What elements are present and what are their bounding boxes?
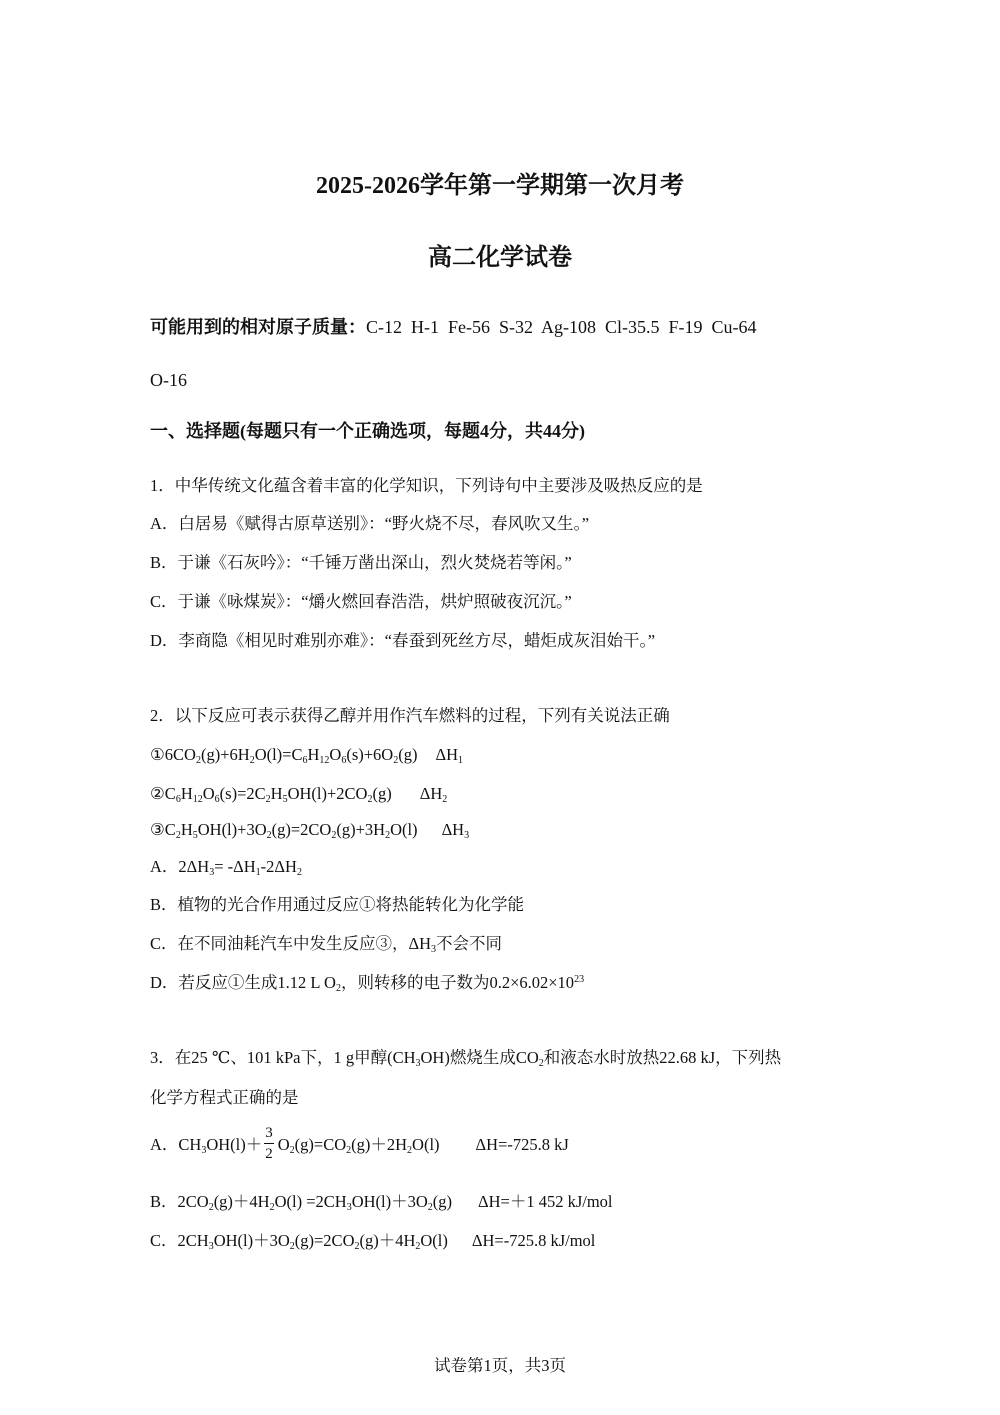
question-2-stem: 2．以下反应可表示获得乙醇并用作汽车燃料的过程，下列有关说法正确 (150, 706, 670, 725)
question-3-option-c: C．$2CH_3OH(l)+3O_2(g)=2CO_2(g)+4H_2O(l)$ ΔH=-725.8 kJ/mol (150, 1231, 596, 1252)
exam-subtitle: 高二化学试卷 (428, 245, 572, 271)
question-3-stem-2: 化学方程式正确的是 (150, 1088, 299, 1107)
question-2-option-b: B．植物的光合作用通过反应①将热能转化为化学能 (150, 895, 525, 914)
reaction-number: ② (150, 784, 165, 803)
page-footer: 试卷第1页，共3页 (434, 1356, 566, 1375)
question-2-reaction-2: $②C_6H_{12}O_6(s)=2C_2H_5OH(l)+2CO_2(g)$ $\Delta H_2$ (150, 784, 448, 805)
exam-title: 2025-2026学年第一学期第一次月考 (316, 173, 684, 199)
question-2-option-d: D．若反应①生成1.12 L $O_2$，则转移的电子数为$0.2\times 6.02\times 10^{23}$ (150, 973, 585, 994)
reaction-number: ① (150, 745, 165, 764)
reaction-number: ③ (150, 820, 165, 839)
question-1-option-a: A．白居易《赋得古原草送别》：“野火烧不尽，春风吹又生。” (150, 514, 590, 533)
atomic-mass-label: 可能用到的相对原子质量： (150, 317, 366, 337)
question-3-stem: 3．在25 ℃、101 kPa下，1 g甲醇$(CH_3OH)$燃烧生成$CO_2$和液态水时放热22.68 kJ，下列热 (150, 1048, 782, 1069)
atomic-mass-line-2: O-16 (150, 370, 187, 390)
question-2-option-c: C．在不同油耗汽车中发生反应③，$\Delta H_3$不会不同 (150, 934, 503, 955)
question-2-reaction-1: $①6CO_2(g)+6H_2O(l)=C_6H_{12}O_6(s)+6O_2(g)$ $\Delta H_1$ (150, 745, 464, 766)
fraction: $\frac{3}{2}$ (265, 1125, 273, 1162)
question-2-option-a: A．$2\Delta H_3= -\Delta H_1-2\Delta H_2$ (150, 857, 302, 878)
question-3-option-a: A．$CH_3OH(l)+$ $\frac{3}{2}$ $O_2(g)=CO_2(g)+2H_2O(l)$ ΔH=-725.8 kJ (150, 1125, 569, 1162)
question-1-option-c: C．于谦《咏煤炭》：“爝火燃回春浩浩，烘炉照破夜沉沉。” (150, 592, 572, 611)
section-heading: 一、选择题(每题只有一个正确选项，每题4分，共44分) (150, 421, 585, 441)
question-1-stem: 1．中华传统文化蕴含着丰富的化学知识，下列诗句中主要涉及吸热反应的是 (150, 476, 703, 495)
question-2-reaction-3: $③C_2H_5OH(l)+3O_2(g)=2CO_2(g)+3H_2O(l)$ $\Delta H_3$ (150, 820, 470, 841)
question-1-option-d: D．李商隐《相见时难别亦难》：“春蚕到死丝方尽，蜡炬成灰泪始干。” (150, 631, 656, 650)
atomic-mass-values: C-12 H-1 Fe-56 S-32 Ag-108 Cl-35.5 F-19 Cu-64 (366, 317, 757, 337)
question-1-option-b: B．于谦《石灰吟》：“千锤万凿出深山，烈火焚烧若等闲。” (150, 553, 572, 572)
question-3-option-b: B．$2CO_2(g)+4H_2O(l) =2CH_3OH(l)+3O_2(g)$ ΔH=＋1 452 kJ/mol (150, 1192, 613, 1213)
atomic-mass-line (150, 318, 757, 336)
